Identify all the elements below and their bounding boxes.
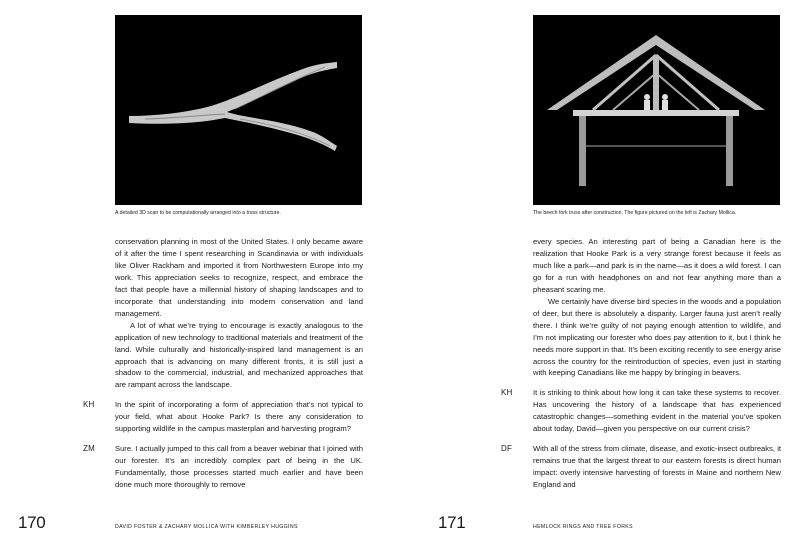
interview-block (83, 399, 363, 435)
answer-text: Sure. I actually jumped to this call from a beaver webinar that I joined with our forester. It’s an incredibly complex part of being in the UK. Fundamentally, those processes started much earlier and have been done much more thoroughly to remove (115, 444, 363, 490)
paragraph: We certainly have diverse bird species in the woods and a population of deer, but there is absolutely a disparity. Larger fauna just aren’t really there. I think we’re guilty of not paying enough attention to wildlife, and I’m not implicating our forester who does pay attention to it, but I think he needs more support in that. It’s been exciting recently to see energy arise across the country for the reintroduction of species, even just in starting with keeping Canadians like me happy by bringing in beavers. (533, 296, 781, 378)
page-number: 171 (438, 513, 466, 532)
running-head: HEMLOCK RINGS AND TREE FORKS (533, 524, 633, 530)
answer-text: With all of the stress from climate, disease, and exotic-insect outbreaks, it remains true that the largest threat to our eastern forests is direct human impact: overly intensive harvesting of forests in Maine and northern New England and (533, 444, 781, 490)
speaker-initials: KH (501, 388, 513, 398)
running-head: DAVID FOSTER & ZACHARY MOLLICA WITH KIMBERLEY HUGGINS (115, 524, 298, 530)
figure-caption: A detailed 3D scan to be computationally arranged into a truss structure. (115, 210, 281, 216)
paragraph: conservation planning in most of the United States. I only became aware of it after the time I spent researching in Scandinavia or with individuals like Oliver Rackham and imported it from Northwestern Europe into my work. This appreciation seeks to recognize, respect, and embrace the fact that people have a millennial history of shaping landscapes and to incorporate that understanding into modern conservation and land management. (115, 237, 363, 318)
right-page (400, 0, 800, 550)
truss-photo-image (533, 15, 780, 205)
interview-block (501, 443, 781, 491)
speaker-initials: ZM (83, 444, 95, 454)
page-number: 170 (18, 513, 46, 532)
body-text (501, 236, 781, 491)
branch-scan-image (115, 15, 362, 205)
question-text: In the spirit of incorporating a form of appreciation that’s not typical to your field, what about Hooke Park? Is there any consideration to supporting wildlife in the campus masterplan and harvesting program? (115, 400, 363, 434)
interview-block (501, 387, 781, 435)
figure-caption: The beech fork truss after construction. The figure pictured on the left is Zachary Mollica. (533, 210, 737, 216)
paragraph: every species. An interesting part of being a Canadian here is the realization that Hooke Park is a very strange forest because it feels as much like a park—and park is in the name—as it does a wild forest. I can go for a run with headphones on and not fear anything more than a pheasant scaring me. (533, 237, 781, 294)
question-text: It is striking to think about how long it can take these systems to recover. Has uncovering the history of a landscape that has experienced catastrophic changes—something evident in the material you’ve spoken about today, David—given you perspective on our current crisis? (533, 388, 781, 434)
interview-block (83, 443, 363, 491)
paragraph: A lot of what we’re trying to encourage is exactly analogous to the application of new technology to traditional materials and treatment of the land. While culturally and historically-inspired land management is an approach that is advancing on many different fronts, it is still just a shadow to the commercial, industrial, and mechanized approaches that are rampant across the landscape. (115, 320, 363, 390)
speaker-initials: DF (501, 444, 513, 454)
speaker-initials: KH (83, 400, 95, 410)
body-text (83, 236, 363, 491)
